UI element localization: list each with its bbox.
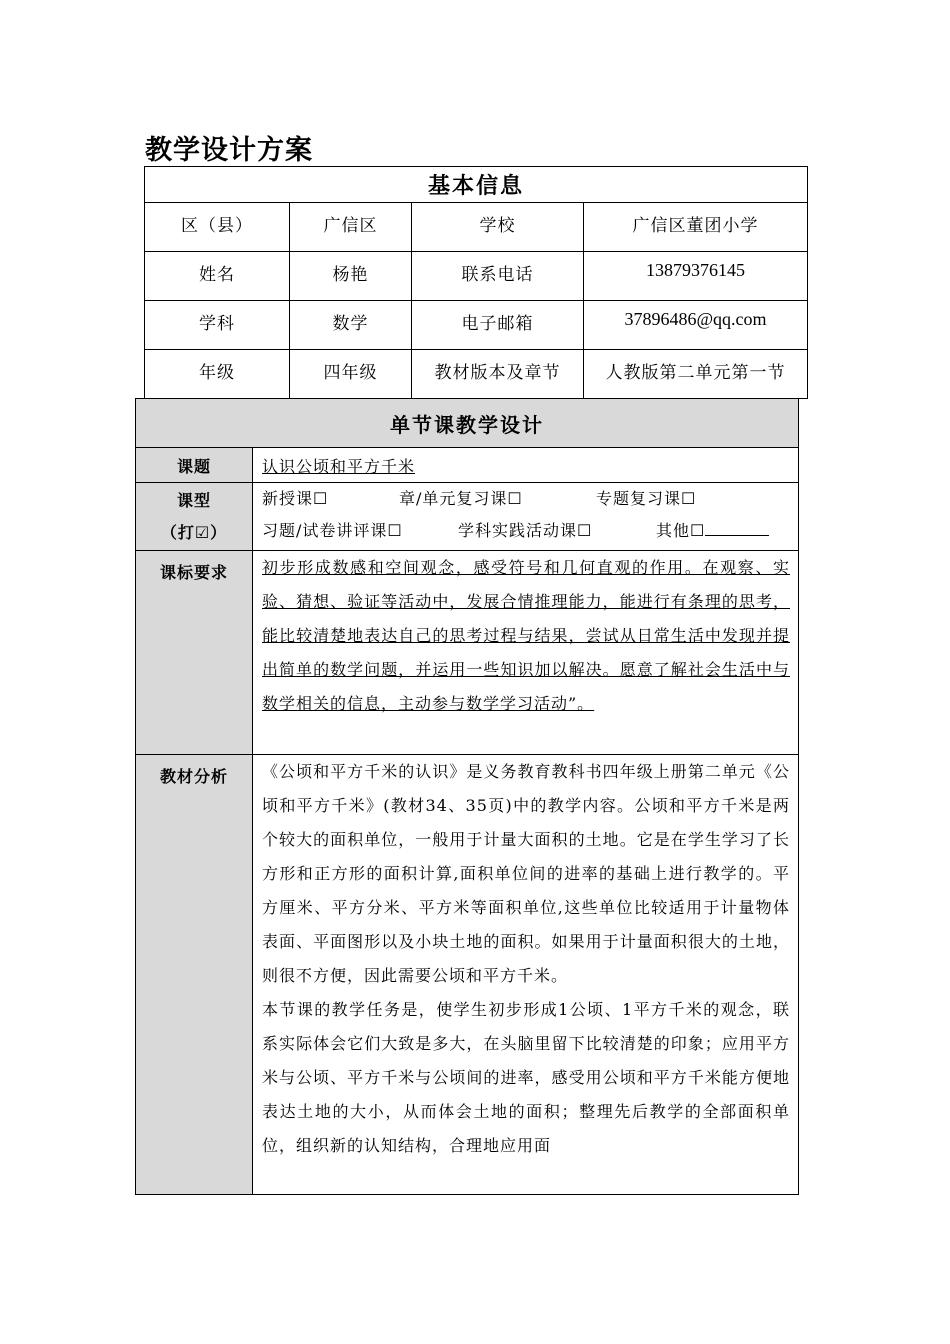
other-fill-blank[interactable]	[705, 519, 769, 536]
table-cell: 四年级	[290, 350, 412, 399]
analysis-paragraph: 本节课的教学任务是，使学生初步形成1公顷、1平方千米的观念，联系实际体会它们大致是多大，在头脑里留下比较清楚的印象；应用平方米与公顷、平方千米与公顷间的进率，感受用公顷和平方千米能方便地表达土地的大小，从而体会土地的面积；整理先后教学的全部面积单位，组织新的认知结构，合理地应用面	[262, 1000, 790, 1155]
standard-label: 课标要求	[136, 551, 253, 755]
email-value: 37896486@qq.com	[584, 301, 808, 350]
type-new-checkbox[interactable]: 新授课☐	[262, 489, 329, 508]
lesson-design-table	[135, 398, 799, 1195]
type-exercise-checkbox[interactable]: 习题/试卷讲评课☐	[262, 521, 403, 540]
topic-value	[253, 448, 799, 483]
lesson-design-heading: 单节课教学设计	[136, 399, 799, 448]
type-label-line1: 课型	[176, 491, 211, 510]
table-cell: 广信区董团小学	[584, 203, 808, 252]
standard-text: 初步形成数感和空间观念，感受符号和几何直观的作用。在观察、实验、猜想、验证等活动中，发展合情推理能力，能进行有条理的思考，能比较清楚地表达自己的思考过程与结果，尝试从日常生活中发现并提出简单的数学问题，并运用一些知识加以解决。愿意了解社会生活中与数学相关的信息，主动参与数学学习活动”。	[253, 551, 799, 755]
analysis-label: 教材分析	[136, 755, 253, 1195]
topic-text: 认识公顷和平方千米	[262, 456, 416, 476]
table-cell: 教材版本及章节	[412, 350, 584, 399]
table-cell: 姓名	[145, 252, 290, 301]
topic-label: 课题	[136, 448, 253, 483]
table-cell: 数学	[290, 301, 412, 350]
basic-info-heading: 基本信息	[145, 167, 808, 203]
analysis-paragraph: 《公顷和平方千米的认识》是义务教育教科书四年级上册第二单元《公顷和平方千米》(教材34、35页)中的教学内容。公顷和平方千米是两个较大的面积单位，一般用于计量大面积的土地。它是在学生学习了长方形和正方形的面积计算,面积单位间的进率的基础上进行教学的。平方厘米、平方分米、平方米等面积单位,这些单位比较适用于计量物体表面、平面图形以及小块土地的面积。如果用于计量面积很大的土地，则很不方便，因此需要公顷和平方千米。	[262, 762, 790, 985]
table-cell: 学校	[412, 203, 584, 252]
basic-info-table	[144, 166, 808, 399]
table-cell: 电子邮箱	[412, 301, 584, 350]
type-other-checkbox[interactable]: 其他☐	[656, 521, 706, 540]
type-unit-review-checkbox[interactable]: 章/单元复习课☐	[399, 489, 523, 508]
phone-value: 13879376145	[584, 252, 808, 301]
type-practice-checkbox[interactable]: 学科实践活动课☐	[458, 521, 593, 540]
table-cell: 人教版第二单元第一节	[584, 350, 808, 399]
analysis-text	[253, 755, 799, 1195]
table-cell: 广信区	[290, 203, 412, 252]
document-title: 教学设计方案	[145, 135, 313, 166]
table-cell: 年级	[145, 350, 290, 399]
table-cell: 学科	[145, 301, 290, 350]
type-topic-review-checkbox[interactable]: 专题复习课☐	[596, 489, 697, 508]
type-label	[136, 483, 253, 551]
table-cell: 区（县）	[145, 203, 290, 252]
table-cell: 杨艳	[290, 252, 412, 301]
type-label-line2: （打☑）	[160, 523, 228, 542]
type-options	[253, 483, 799, 551]
table-cell: 联系电话	[412, 252, 584, 301]
